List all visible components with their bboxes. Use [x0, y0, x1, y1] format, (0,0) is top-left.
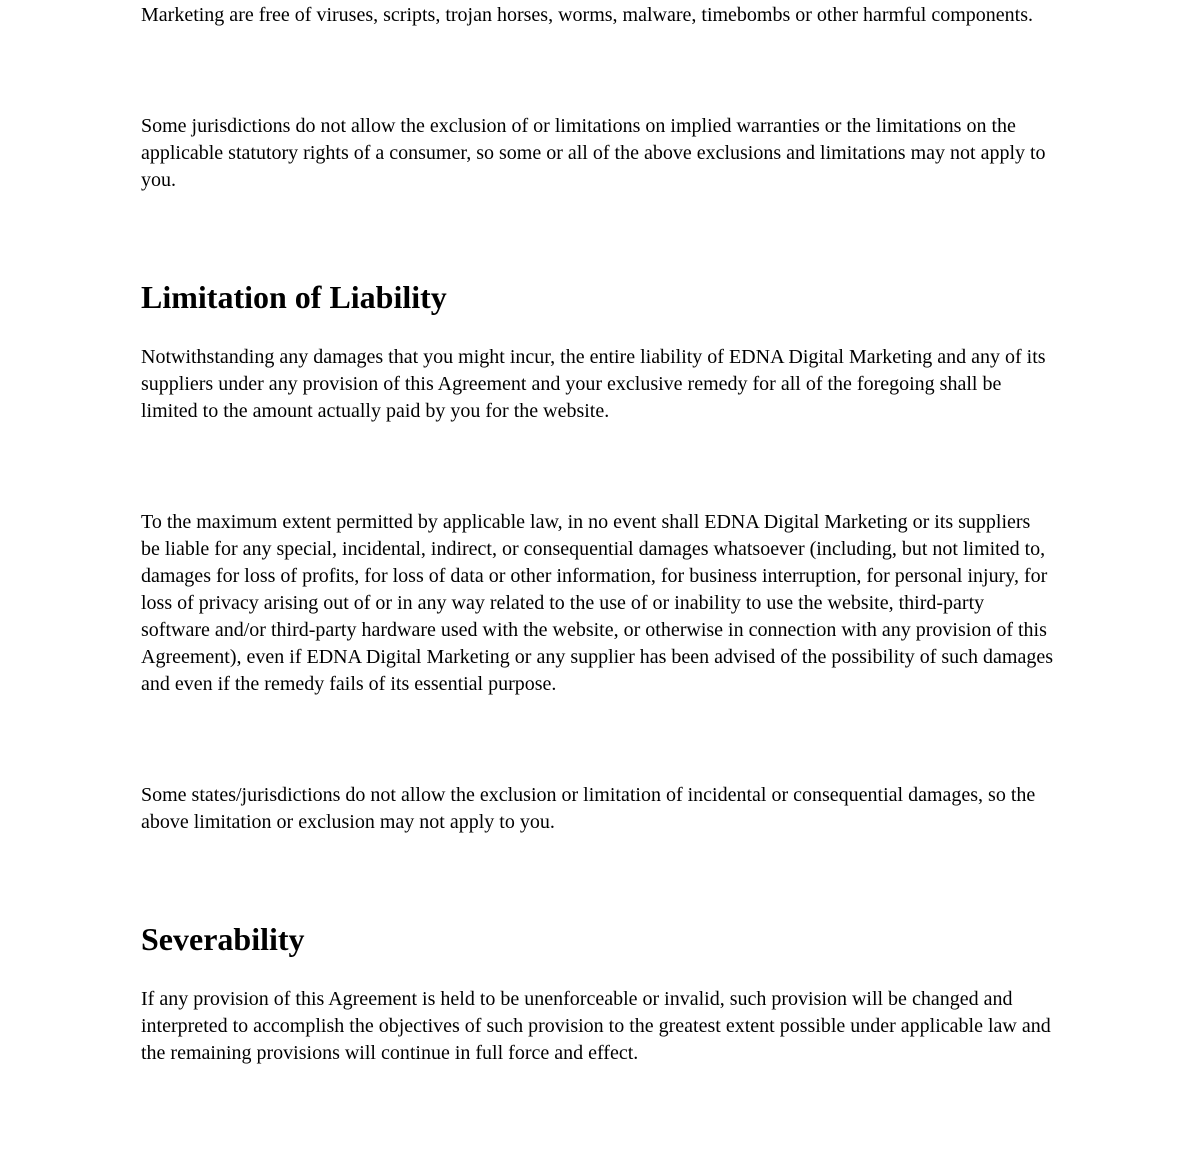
paragraph-jurisdictions-warranties: Some jurisdictions do not allow the exclusion of or limitations on implied warranties or the limitations on the applicable statutory rights of a consumer, so some or all of the above exclusions and limitations may not apply to you. [141, 115, 1046, 191]
heading-limitation-of-liability: Limitation of Liability [141, 279, 447, 315]
paragraph-harmful-components: Marketing are free of viruses, scripts, trojan horses, worms, malware, timebombs or other harmful components. [141, 4, 1033, 26]
paragraph-states-jurisdictions: Some states/jurisdictions do not allow the exclusion or limitation of incidental or consequential damages, so the above limitation or exclusion may not apply to you. [141, 784, 1036, 833]
paragraph-provision-unenforceable: If any provision of this Agreement is held to be unenforceable or invalid, such provision will be changed and interpreted to accomplish the objectives of such provision to the greatest extent possible under applicable law and the remaining provisions will continue in full force and effect. [141, 988, 1051, 1064]
paragraph-notwithstanding-damages: Notwithstanding any damages that you might incur, the entire liability of EDNA Digital Marketing and any of its suppliers under any provision of this Agreement and your exclusive remedy for all of the foregoing shall be limited to the amount actually paid by you for the website. [141, 346, 1046, 422]
paragraph-maximum-extent: To the maximum extent permitted by applicable law, in no event shall EDNA Digital Marketing or its suppliers be liable for any special, incidental, indirect, or consequential damages whatsoever (including, but not limited to, damages for loss of profits, for loss of data or other information, for business interruption, for personal injury, for loss of privacy arising out of or in any way related to the use of or inability to use the website, third-party software and/or third-party hardware used with the website, or otherwise in connection with any provision of this Agreement), even if EDNA Digital Marketing or any supplier has been advised of the possibility of such damages and even if the remedy fails of its essential purpose. [141, 511, 1053, 695]
document-body [141, 2, 1053, 1067]
heading-severability: Severability [141, 921, 305, 957]
